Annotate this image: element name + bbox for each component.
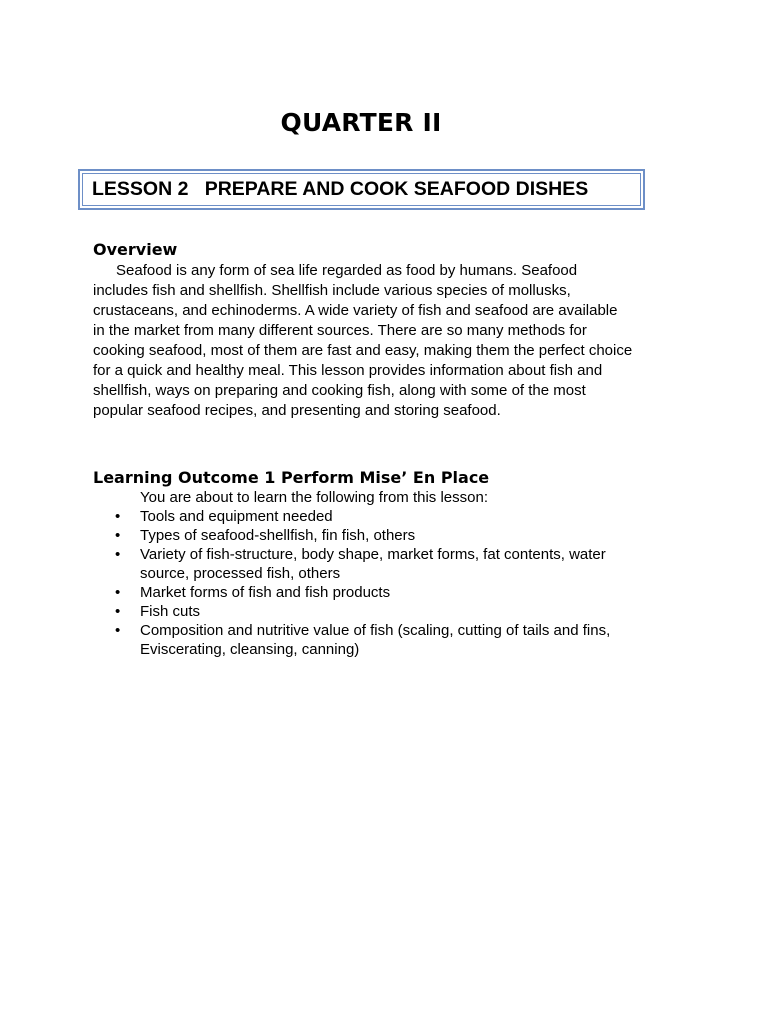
bullet-icon: • [115,622,121,639]
list-item-text: Variety of fish-structure, body shape, market forms, fat contents, water source, processed fish, others [140,546,606,582]
lesson-title-box [78,169,645,210]
list-item-text: Composition and nutritive value of fish (scaling, cutting of tails and fins, Eviscerating, cleansing, canning) [140,622,611,658]
overview-heading: Overview [93,240,178,259]
learning-outcome-heading: Learning Outcome 1 Perform Mise’ En Place [93,468,490,487]
list-item-text: Market forms of fish and fish products [140,584,391,601]
bullet-icon: • [115,508,121,525]
quarter-title: QUARTER II [280,108,442,137]
list-item [112,621,642,659]
list-item [112,583,642,602]
topic-list [112,507,642,659]
lesson-title-box-inner [82,173,641,206]
list-item [112,545,642,583]
list-item [112,507,642,526]
bullet-icon: • [115,603,121,620]
bullet-icon: • [115,584,121,601]
learning-outcome-intro: You are about to learn the following from this lesson: [140,489,488,506]
overview-paragraph: Seafood is any form of sea life regarded as food by humans. Seafood includes fish and shellfish. Shellfish include various species of mollusks, crustaceans, and echinoderms. A wide variety of fish and seafood are available in the market from many different sources. There are so many methods for cooking seafood, most of them are fast and easy, making them the perfect choice for a quick and healthy meal. This lesson provides information about fish and shellfish, ways on preparing and cooking fish, along with some of the most popular seafood recipes, and presenting and storing seafood. [93,262,633,419]
list-item [112,526,642,545]
list-item [112,602,642,621]
list-item-text: Fish cuts [140,603,201,620]
bullet-icon: • [115,546,121,563]
overview-body [93,261,633,421]
list-item-text: Tools and equipment needed [140,508,333,525]
list-item-text: Types of seafood-shellfish, fin fish, others [140,527,416,544]
lesson-title: LESSON 2 PREPARE AND COOK SEAFOOD DISHES [92,178,589,200]
bullet-icon: • [115,527,121,544]
